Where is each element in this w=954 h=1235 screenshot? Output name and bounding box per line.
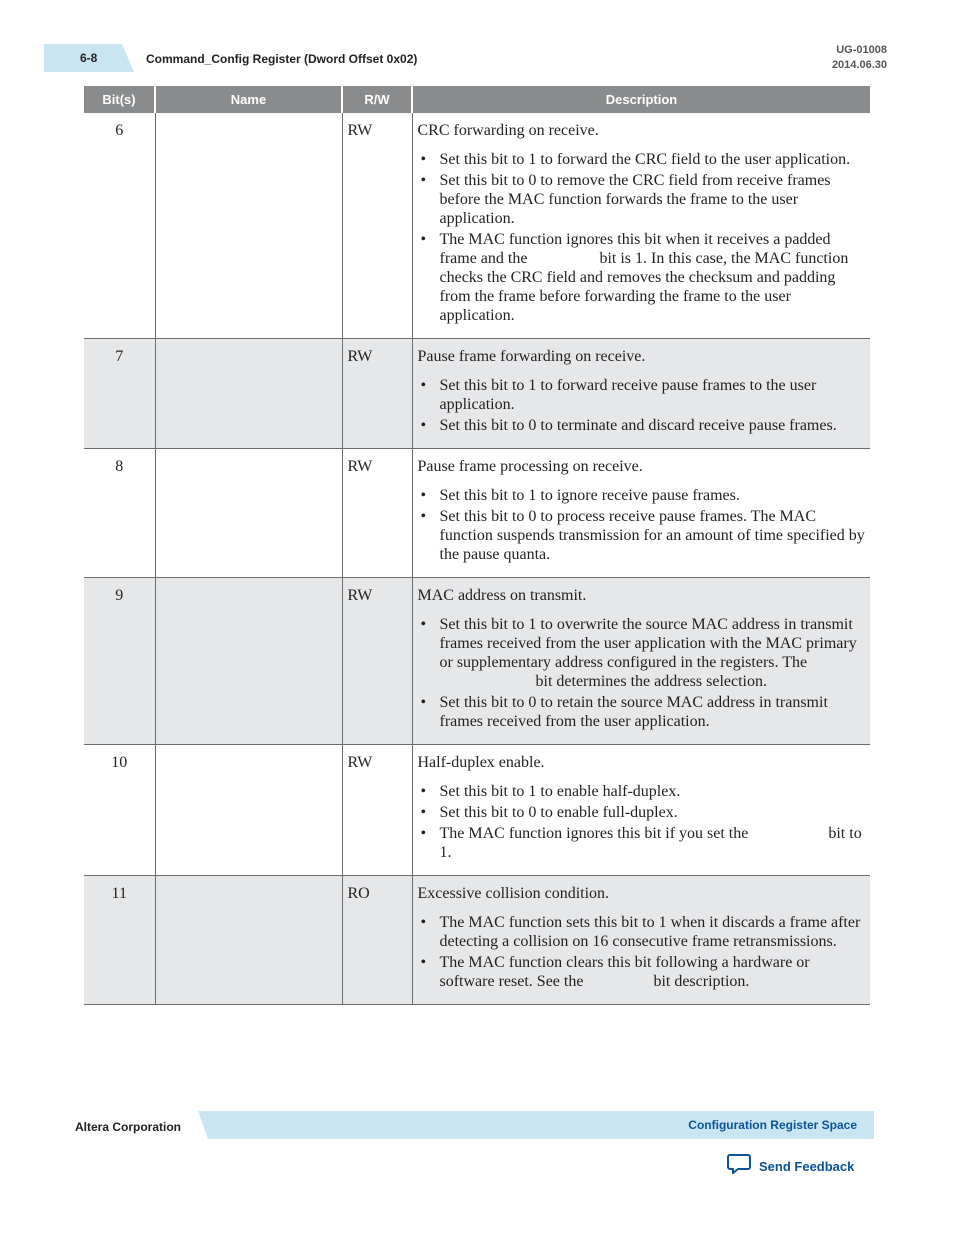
list-item [418,507,866,564]
bit-cell: 7 [84,339,155,449]
list-item [418,171,866,228]
page-title: Command_Config Register (Dword Offset 0x02) [146,52,418,66]
name-cell [155,578,342,745]
description-lead: Pause frame forwarding on receive. [417,348,646,365]
table-header-row [84,86,870,113]
table-row [84,449,870,578]
column-header-rw: R/W [342,86,412,113]
description-bullets [418,150,866,325]
rw-cell: RO [342,876,412,1005]
footer-section-link[interactable]: Configuration Register Space [688,1118,857,1132]
bullet-text: Set this bit to 0 to retain the source MAC address in transmit frames received from the user application. [439,694,828,730]
bullet-text: Set this bit to 0 to remove the CRC field from receive frames before the MAC function forwards the frame to the user application. [439,172,831,227]
list-item [418,693,866,731]
table-row [84,876,870,1005]
bullet-text: bit determines the address selection. [535,673,767,690]
document-id [832,43,887,73]
description-bullets [418,486,866,564]
description-cell [412,113,870,339]
column-header-name: Name [155,86,342,113]
description-cell [412,578,870,745]
description-cell [412,876,870,1005]
bit-cell: 6 [84,113,155,339]
list-item [418,913,866,951]
bullet-text: Set this bit to 1 to overwrite the source MAC address in transmit frames received from the user application with the MAC primary or supplementary address configured in the registers. The [439,616,857,671]
list-item [418,615,866,691]
column-header-description: Description [412,86,870,113]
bit-cell: 8 [84,449,155,578]
bit-cell: 10 [84,745,155,876]
rw-cell: RW [342,449,412,578]
rw-cell: RW [342,113,412,339]
send-feedback-label: Send Feedback [759,1158,855,1174]
bullet-text: Set this bit to 0 to process receive pause frames. The MAC function suspends transmission for an amount of time specified by the pause quanta. [439,508,865,563]
bullet-text: bit to 1. [439,825,862,861]
bit-cell: 11 [84,876,155,1005]
speech-bubble-icon [727,1153,751,1180]
bullet-text: The MAC function clears this bit following a hardware or software reset. See the [439,954,810,990]
list-item [418,376,866,414]
description-cell [412,339,870,449]
send-feedback-link[interactable] [727,1154,854,1178]
bullet-text: Set this bit to 0 to terminate and discard receive pause frames. [439,417,837,434]
description-cell [412,449,870,578]
description-cell [412,745,870,876]
list-item [418,230,866,325]
bullet-text: Set this bit to 0 to enable full-duplex. [439,804,678,821]
page-number: 6-8 [80,51,98,65]
table-row [84,578,870,745]
doc-date: 2014.06.30 [831,59,887,71]
description-bullets [418,376,866,435]
bullet-text: The MAC function ignores this bit when it receives a padded frame and the [439,231,831,267]
table-row [84,339,870,449]
bullet-text: bit is 1. In this case, the MAC function checks the CRC field and removes the checksum and padding from the frame before forwarding the frame to the user application. [439,250,849,324]
column-header-bits: Bit(s) [84,86,155,113]
rw-cell: RW [342,745,412,876]
register-table [84,86,870,1005]
bullet-text: Set this bit to 1 to forward the CRC field to the user application. [439,151,851,168]
list-item [418,782,866,801]
list-item [418,416,866,435]
list-item [418,803,866,822]
description-bullets [418,913,866,991]
description-lead: MAC address on transmit. [417,587,587,604]
bit-cell: 9 [84,578,155,745]
bullet-text: The MAC function ignores this bit if you set the [439,825,749,842]
footer-company: Altera Corporation [75,1120,182,1134]
description-bullets [418,615,866,731]
table-row [84,745,870,876]
table-row [84,113,870,339]
name-cell [155,745,342,876]
bullet-text: The MAC function sets this bit to 1 when it discards a frame after detecting a collision on 16 consecutive frame retransmissions. [439,914,861,950]
rw-cell: RW [342,578,412,745]
description-lead: CRC forwarding on receive. [417,122,599,139]
description-lead: Half-duplex enable. [417,754,545,771]
name-cell [155,113,342,339]
doc-number: UG-01008 [836,44,887,56]
list-item [418,486,866,505]
list-item [418,150,866,169]
bullet-text: bit description. [653,973,750,990]
list-item [418,953,866,991]
bullet-text: Set this bit to 1 to forward receive pause frames to the user application. [439,377,817,413]
name-cell [155,876,342,1005]
name-cell [155,449,342,578]
bullet-text: Set this bit to 1 to enable half-duplex. [439,783,681,800]
list-item [418,824,866,862]
description-lead: Pause frame processing on receive. [417,458,643,475]
description-lead: Excessive collision condition. [417,885,610,902]
description-bullets [418,782,866,862]
rw-cell: RW [342,339,412,449]
name-cell [155,339,342,449]
bullet-text: Set this bit to 1 to ignore receive pause frames. [439,487,740,504]
